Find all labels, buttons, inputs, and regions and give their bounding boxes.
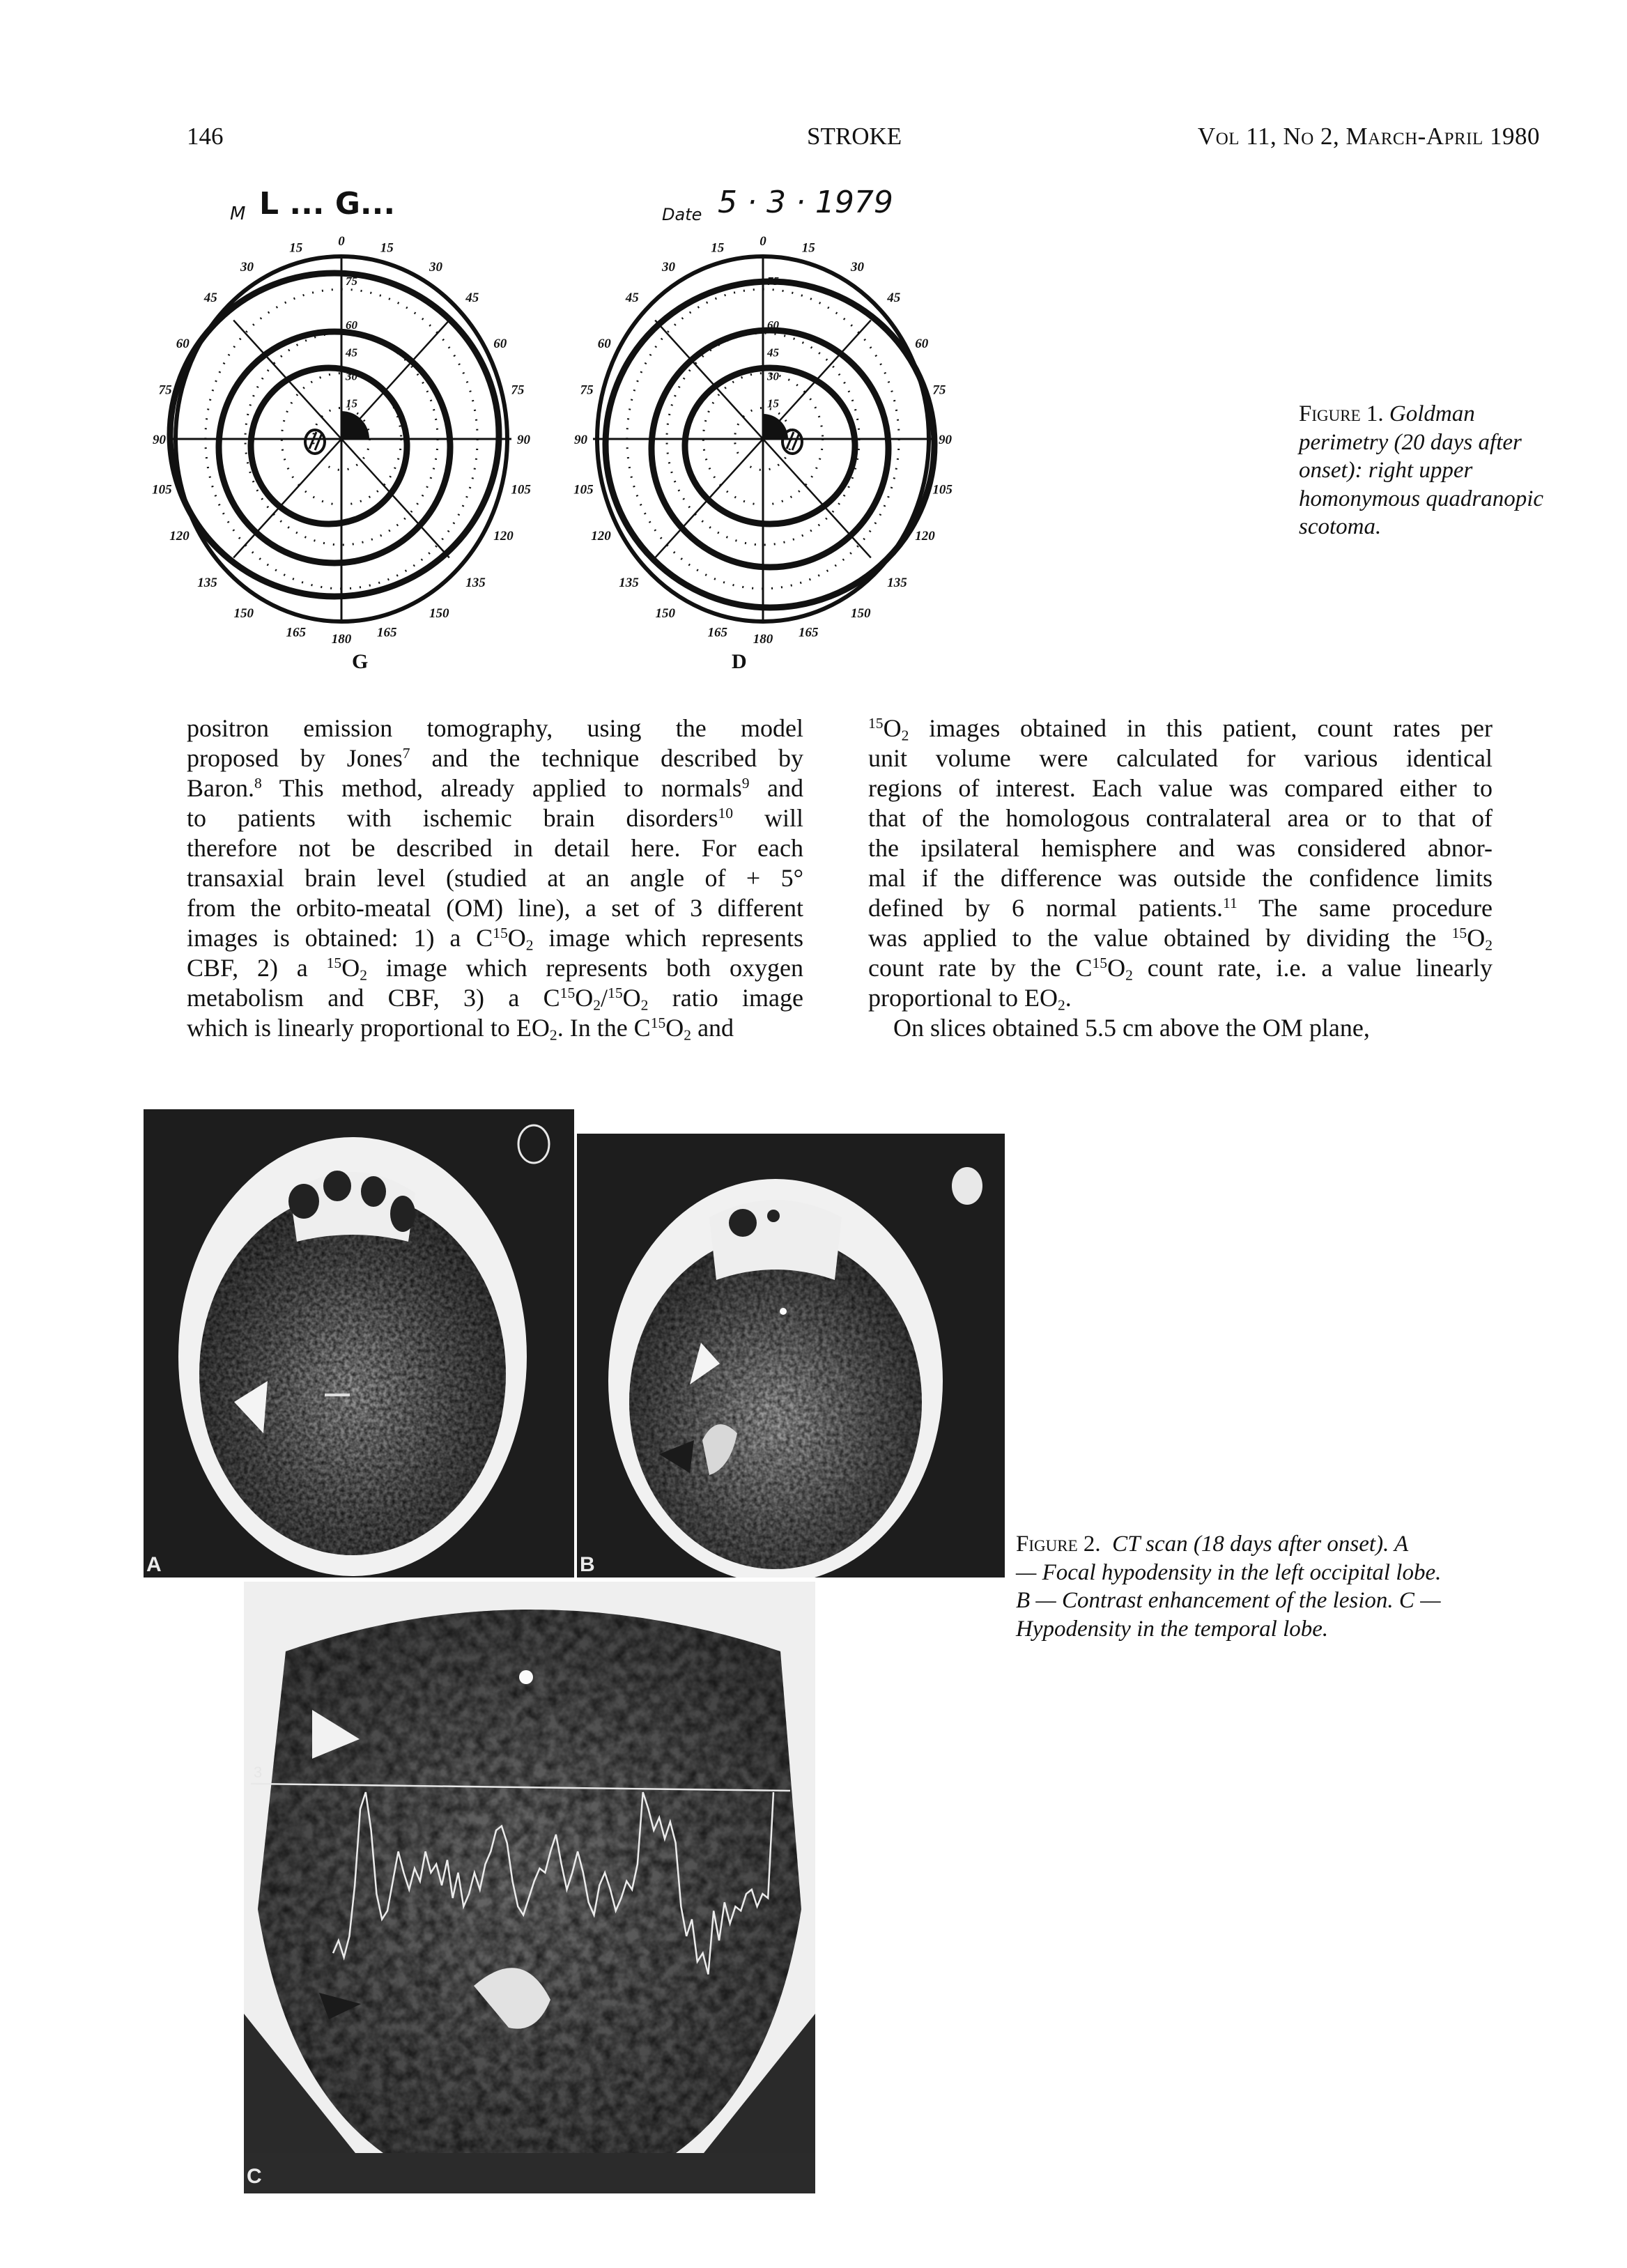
eccentricity-label: 30 (767, 369, 779, 383)
text-line (187, 803, 803, 833)
right-eye-label: D (732, 650, 747, 673)
text-run: to patients with ischemic brain disorders (187, 804, 718, 832)
text-run: . (1065, 984, 1072, 1012)
text-line (868, 773, 1493, 803)
text-run: and (691, 1014, 734, 1042)
figure2-caption-line: Hypodensity in the temporal lobe. (1016, 1616, 1329, 1642)
angle-tick-label: 135 (887, 576, 907, 591)
text-line (868, 833, 1493, 863)
angle-tick-label: 105 (152, 482, 172, 497)
text-run: CBF, 2) a (187, 954, 327, 982)
perimetry-chart-right-eye (573, 234, 953, 647)
patient-label: M (230, 203, 246, 224)
eccentricity-label: 15 (767, 396, 779, 410)
subscript: 2 (684, 1026, 692, 1044)
angle-tick-label: 150 (233, 606, 254, 622)
angle-tick-label: 90 (939, 433, 952, 447)
angle-tick-label: 75 (511, 383, 525, 398)
text-run: O (575, 984, 594, 1012)
body-left-column (187, 713, 803, 1043)
superscript: 10 (718, 805, 734, 822)
text-run: metabolism and CBF, 3) a C (187, 984, 560, 1012)
text-line (187, 833, 803, 863)
perimetry-chart-left-eye (152, 234, 531, 647)
text-run: mal if the difference was outside the confidence limits (868, 864, 1493, 892)
angle-tick-label: 30 (851, 259, 864, 275)
text-run: O (1107, 954, 1126, 982)
panel-b-label: B (580, 1553, 595, 1576)
text-run: the ipsilateral hemisphere and was considered abnor- (868, 834, 1493, 862)
text-run: This method, already applied to normals (261, 774, 742, 802)
text-run: count rate, i.e. a value linearly (1132, 954, 1493, 982)
figure1-caption-label: Figure 1. (1299, 401, 1384, 426)
text-run: count rate by the C (868, 954, 1093, 982)
panel-c-label: C (247, 2165, 262, 2188)
superscript: 15 (1092, 955, 1108, 972)
text-line (187, 893, 803, 923)
text-line (868, 893, 1493, 923)
angle-tick-label: 165 (798, 625, 819, 640)
superscript: 15 (608, 985, 623, 1002)
text-run: O (507, 924, 526, 952)
angle-tick-label: 75 (580, 383, 594, 398)
text-run: / (601, 984, 608, 1012)
angle-tick-label: 90 (517, 433, 530, 447)
angle-tick-label: 60 (597, 337, 611, 351)
text-line (187, 773, 803, 803)
angle-tick-label: 120 (591, 529, 611, 543)
figure1-caption (1299, 400, 1550, 541)
figure1-caption-text: Goldman perimetry (20 days after onset): right upper homonymous quadranopic scotoma. (1299, 401, 1544, 539)
angle-tick-label: 60 (493, 337, 507, 351)
text-run: O (1467, 924, 1486, 952)
angle-tick-label: 135 (197, 576, 217, 591)
text-line (868, 923, 1493, 953)
angle-tick-label: 90 (574, 433, 587, 447)
eccentricity-label: 30 (346, 369, 357, 383)
angle-tick-label: 45 (465, 290, 479, 305)
text-line (868, 863, 1493, 893)
text-line (868, 713, 1493, 743)
subscript: 2 (1485, 936, 1493, 954)
figure2-caption (1016, 1530, 1573, 1643)
profile-line-marker: 3 (254, 1764, 263, 1781)
subscript: 2 (1057, 996, 1065, 1014)
subscript: 2 (360, 966, 367, 984)
superscript: 15 (868, 715, 884, 732)
text-run: regions of interest. Each value was compared either to (868, 774, 1493, 802)
text-line (868, 803, 1493, 833)
text-run: O (341, 954, 360, 982)
superscript: 7 (402, 745, 410, 762)
text-line (868, 1013, 1493, 1043)
window-marker-open-circle (518, 1125, 549, 1163)
angle-tick-label: 180 (331, 632, 352, 647)
text-line (187, 923, 803, 953)
text-line (187, 743, 803, 773)
goldman-perimetry-figure (125, 230, 1024, 648)
figure2-caption-line: — Focal hypodensity in the left occipital lobe. (1016, 1559, 1442, 1585)
angle-tick-label: 135 (619, 576, 639, 591)
text-run: defined by 6 normal patients. (868, 894, 1223, 922)
angle-tick-label: 75 (932, 383, 946, 398)
text-run: On slices obtained 5.5 cm above the OM plane, (893, 1014, 1370, 1042)
superscript: 9 (741, 775, 750, 792)
journal-title: STROKE (807, 123, 902, 150)
angle-tick-label: 45 (625, 290, 639, 305)
text-run: proportional to EO (868, 984, 1058, 1012)
angle-tick-label: 120 (169, 529, 190, 543)
angle-tick-label: 90 (153, 433, 166, 447)
page-number: 146 (187, 123, 224, 150)
text-run: image which represents both oxygen (367, 954, 803, 982)
angle-tick-label: 75 (158, 383, 172, 398)
angle-tick-label: 105 (573, 482, 594, 497)
angle-tick-label: 15 (289, 240, 303, 256)
text-run: proposed by Jones (187, 744, 403, 772)
window-marker-filled-circle (952, 1167, 982, 1205)
text-line (187, 713, 803, 743)
isopter-line (251, 368, 407, 524)
text-run: O (665, 1014, 684, 1042)
text-run: images obtained in this patient, count rates per (909, 714, 1493, 742)
text-run: and the technique described by (410, 744, 803, 772)
text-run: will (733, 804, 804, 832)
angle-tick-label: 0 (338, 234, 345, 249)
left-eye-label: G (352, 650, 369, 673)
text-line (187, 863, 803, 893)
subscript: 2 (525, 936, 534, 954)
eccentricity-label: 75 (346, 275, 357, 288)
angle-tick-label: 165 (286, 625, 307, 640)
angle-tick-label: 105 (932, 482, 953, 497)
scotoma-filled-area (341, 411, 369, 439)
superscript: 15 (1451, 925, 1467, 942)
text-run: ratio image (648, 984, 803, 1012)
angle-tick-label: 15 (711, 240, 725, 256)
angle-tick-label: 150 (851, 606, 871, 622)
text-run: images is obtained: 1) a C (187, 924, 493, 952)
angle-tick-label: 30 (240, 259, 254, 275)
text-run: that of the homologous contralateral area or to that of (868, 804, 1493, 832)
angle-tick-label: 30 (662, 259, 675, 275)
angle-tick-label: 15 (380, 240, 394, 256)
eccentricity-label: 60 (767, 318, 779, 332)
superscript: 15 (493, 925, 508, 942)
angle-tick-label: 15 (801, 240, 815, 256)
figure2-caption-line: B — Contrast enhancement of the lesion. C — (1016, 1588, 1441, 1613)
text-run: O (622, 984, 641, 1012)
superscript: 15 (650, 1015, 666, 1032)
angle-tick-label: 45 (887, 290, 901, 305)
ct-scan-panel-c (244, 1582, 815, 2193)
text-line (868, 983, 1493, 1013)
eccentricity-label: 15 (346, 396, 357, 410)
angle-tick-label: 60 (176, 337, 190, 351)
angle-tick-label: 60 (915, 337, 929, 351)
angle-tick-label: 45 (203, 290, 217, 305)
text-run: and (749, 774, 804, 802)
angle-tick-label: 150 (429, 606, 449, 622)
text-run: . In the C (557, 1014, 651, 1042)
angle-tick-label: 120 (915, 529, 935, 543)
superscript: 11 (1222, 895, 1237, 912)
text-line (187, 1013, 803, 1043)
text-run: The same procedure (1237, 894, 1493, 922)
text-run: Baron. (187, 774, 254, 802)
ct-scan-panel-b (577, 1134, 1005, 1577)
angle-tick-label: 165 (376, 625, 397, 640)
angle-tick-label: 30 (429, 259, 442, 275)
text-run: which is linearly proportional to EO (187, 1014, 550, 1042)
eccentricity-label: 45 (767, 346, 779, 360)
text-line (868, 953, 1493, 983)
text-line (187, 953, 803, 983)
text-run: O (883, 714, 902, 742)
angle-tick-label: 120 (493, 529, 514, 543)
date-value: 5 · 3 · 1979 (718, 185, 893, 220)
angle-tick-label: 0 (759, 234, 766, 249)
text-line (868, 743, 1493, 773)
figure2-caption-line: CT scan (18 days after onset). A (1112, 1532, 1409, 1557)
subscript: 2 (901, 727, 909, 744)
patient-name: L ... G... (259, 186, 396, 222)
text-run: unit volume were calculated for various identical (868, 744, 1493, 772)
angle-tick-label: 105 (511, 482, 531, 497)
body-right-column (868, 713, 1493, 1043)
angle-tick-label: 150 (655, 606, 675, 622)
superscript: 8 (254, 775, 262, 792)
ct-scan-panel-a (144, 1109, 574, 1577)
superscript: 15 (560, 985, 576, 1002)
subscript: 2 (549, 1026, 557, 1044)
superscript: 15 (326, 955, 342, 972)
eccentricity-label: 75 (767, 275, 779, 288)
text-run: from the orbito-meatal (OM) line), a set of 3 different (187, 894, 803, 922)
panel-a-label: A (146, 1553, 162, 1576)
text-run: positron emission tomography, using the model (187, 714, 803, 742)
text-run: transaxial brain level (studied at an angle of + 5° (187, 864, 803, 892)
eccentricity-label: 45 (346, 346, 357, 360)
subscript: 2 (593, 996, 601, 1014)
subscript: 2 (1125, 966, 1133, 984)
figure2-caption-label: Figure 2. (1016, 1532, 1101, 1557)
angle-tick-label: 165 (707, 625, 728, 640)
subscript: 2 (640, 996, 649, 1014)
angle-tick-label: 180 (753, 632, 773, 647)
text-run: therefore not be described in detail here. For each (187, 834, 803, 862)
date-label: Date (662, 205, 702, 224)
eccentricity-label: 60 (346, 318, 357, 332)
text-line (187, 983, 803, 1013)
issue-info: Vol 11, No 2, March-April 1980 (1197, 123, 1540, 150)
text-run: image which represents (533, 924, 803, 952)
angle-tick-label: 135 (465, 576, 486, 591)
text-run: was applied to the value obtained by dividing the (868, 924, 1452, 952)
